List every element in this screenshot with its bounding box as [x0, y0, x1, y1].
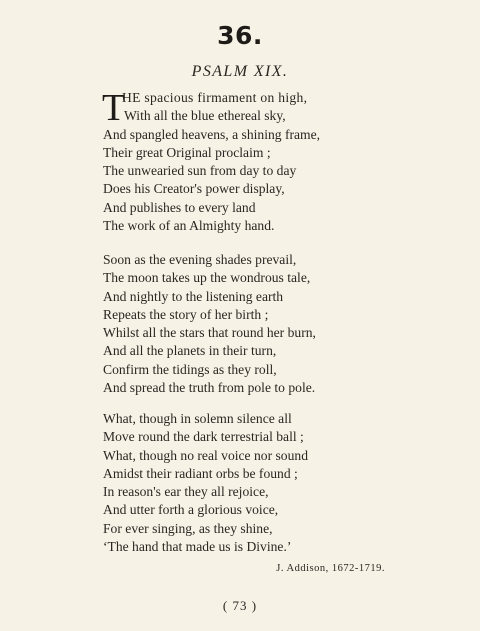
poem-line	[103, 89, 403, 107]
poem-line: Does his Creator's power display,	[103, 181, 285, 197]
poem-line: The moon takes up the wondrous tale,	[103, 270, 311, 286]
poem-line: And all the planets in their turn,	[103, 343, 277, 359]
poem-line: Whilst all the stars that round her burn,	[103, 325, 316, 341]
author-attribution: J. Addison, 1672-1719.	[276, 563, 385, 574]
poem-line: Move round the dark terrestrial ball ;	[103, 429, 304, 445]
stanza-2	[103, 251, 403, 397]
stanza-3	[103, 410, 403, 556]
poem-line: With all the blue ethereal sky,	[124, 108, 286, 124]
poem-line: ‘The hand that made us is Divine.’	[103, 539, 292, 555]
poem-line: What, though no real voice nor sound	[103, 447, 308, 463]
poem-line: And publishes to every land	[103, 199, 256, 215]
poem-line: And spangled heavens, a shining frame,	[103, 126, 321, 142]
page-number: ( 73 )	[222, 598, 258, 613]
poem-line: Amidst their radiant orbs be found ;	[103, 465, 298, 481]
drop-cap: T	[102, 87, 126, 129]
poem-line: And nightly to the listening earth	[103, 288, 284, 304]
poem-line: The work of an Almighty hand.	[103, 218, 275, 234]
first-line-text: HE spacious firmament on high,	[122, 90, 308, 105]
poem-line: For ever singing, as they shine,	[103, 520, 273, 536]
poem-line: Their great Original proclaim ;	[103, 144, 271, 160]
poem-line: Soon as the evening shades prevail,	[103, 252, 297, 267]
stanza-1	[103, 89, 403, 235]
poem-line: Repeats the story of her birth ;	[103, 306, 269, 322]
poem-line: And spread the truth from pole to pole.	[103, 380, 316, 396]
poem-line: What, though in solemn silence all	[103, 411, 292, 426]
poem-line: In reason's ear they all rejoice,	[103, 484, 269, 500]
poem-title: PSALM XIX.	[191, 63, 289, 80]
hymn-number: 36.	[217, 21, 263, 50]
poem-line: Confirm the tidings as they roll,	[103, 361, 277, 377]
poem-line: And utter forth a glorious voice,	[103, 502, 279, 518]
poem-line: The unwearied sun from day to day	[103, 163, 297, 179]
